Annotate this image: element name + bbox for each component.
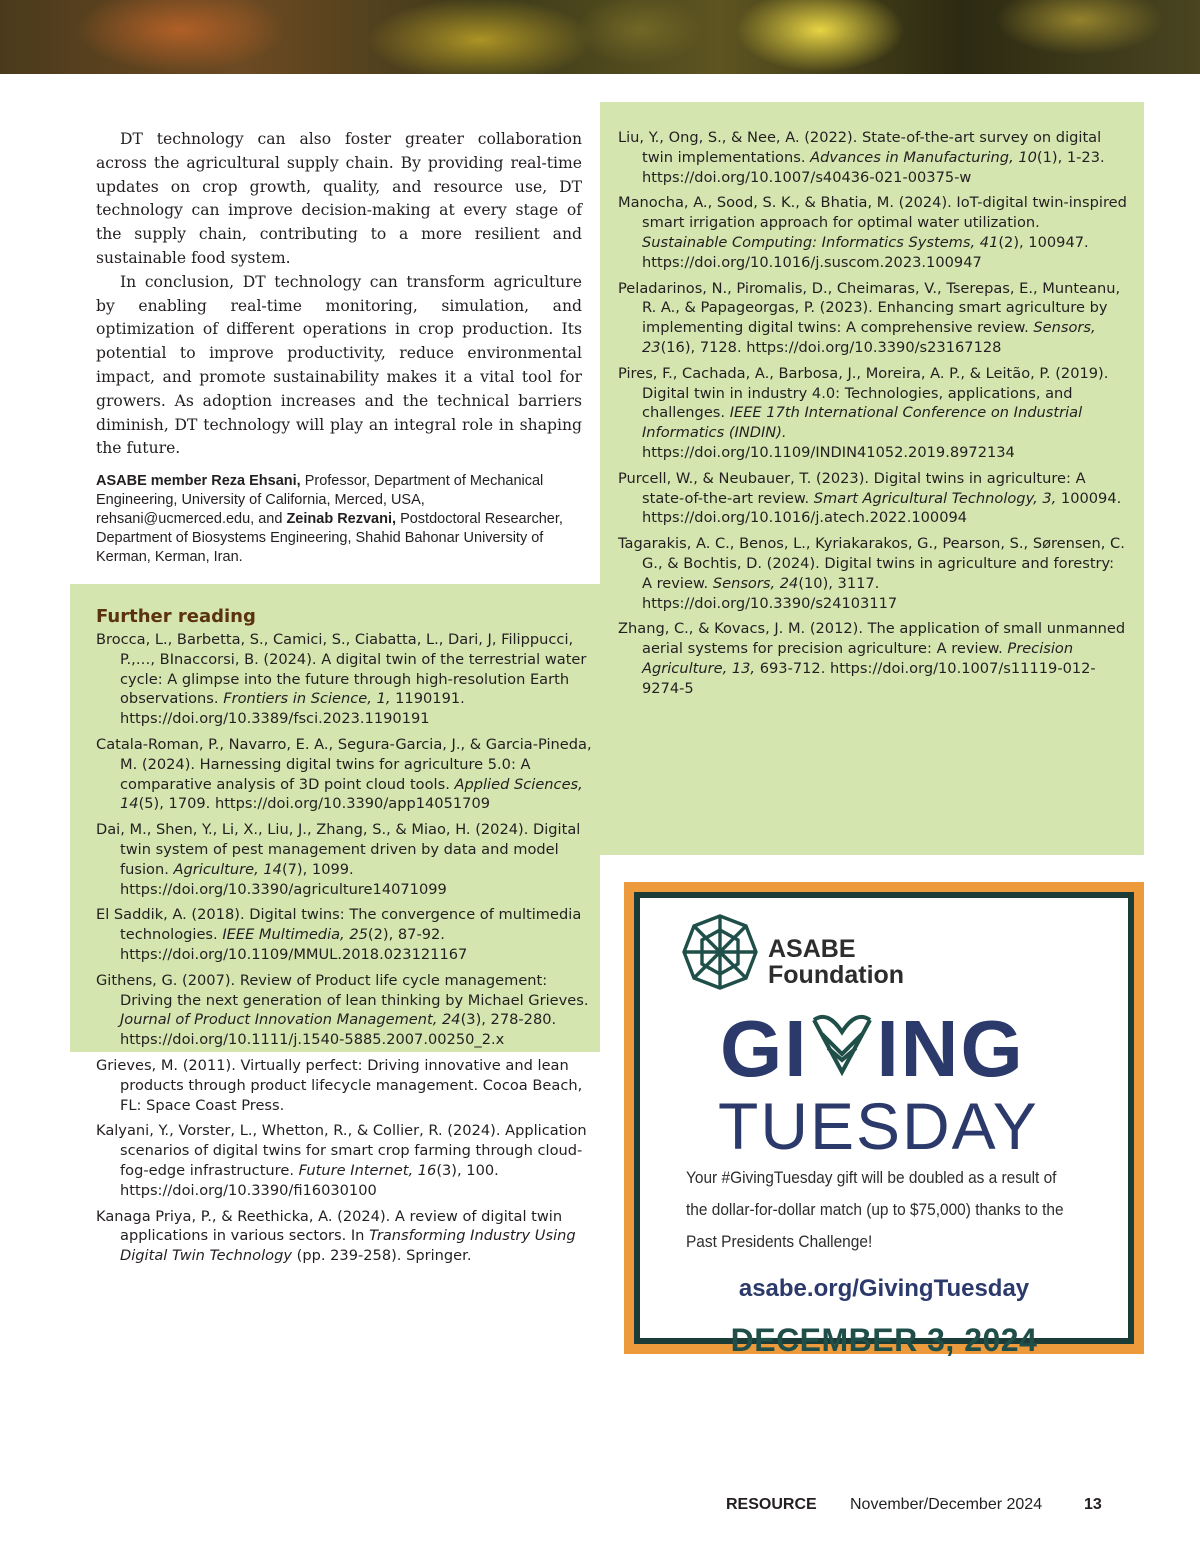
author-affiliation: Postdoctoral Researcher, Department of Biosystems Engineering, Shahid Bahonar University of Kerman, Kerman, Iran.: [96, 511, 563, 565]
reference: Kanaga Priya, P., & Reethicka, A. (2024). A review of digital twin applications in various sectors. In Transforming Industry Using Digital Twin Technology (pp. 239-258). Springer.: [96, 1207, 576, 1265]
further-reading-heading: Further reading: [96, 606, 256, 627]
author-bio: [96, 472, 572, 567]
heart-v-icon: [810, 1010, 874, 1080]
reference: Zhang, C., & Kovacs, J. M. (2012). The application of small unmanned aerial systems for precision agriculture: A review. Precision Agriculture, 13, 693-712. https://doi.org/10.1007/s11119-012-9274-5: [618, 620, 1126, 697]
reference: Peladarinos, N., Piromalis, D., Cheimaras, V., Tserepas, E., Munteanu, R. A., & Papageorgas, P. (2023). Enhancing smart agriculture by implementing digital twins: A comprehensive review. Sensors, 23(16), 7128. https://doi.org/10.3390/s23167128: [618, 279, 1121, 356]
paragraph: DT technology can also foster greater collaboration across the agricultural supply chain. By providing real-time updates on crop growth, quality, and resource use, DT technology can improve decision-making at every stage of the supply chain, contributing to a more resilient and sustainable food system.: [96, 130, 582, 267]
reference: Liu, Y., Ong, S., & Nee, A. (2022). State-of-the-art survey on digital twin implementations. Advances in Manufacturing, 10(1), 1-23. https://doi.org/10.1007/s40436-021-00375-w: [618, 129, 1105, 186]
reference: Manocha, A., Sood, S. K., & Bhatia, M. (2024). IoT-digital twin-inspired smart irrigation approach for optimal water utilization. Sustainable Computing: Informatics Systems, 41(2), 100947. https://doi.org/10.1016/j.suscom.2023.100947: [618, 194, 1127, 271]
issue-date: November/December 2024: [850, 1496, 1043, 1513]
author-affiliation: Professor, Department of Mechanical Engineering, University of California, Merced, USA, rehsani@ucmerced.edu, and: [96, 473, 544, 527]
reference: Githens, G. (2007). Review of Product life cycle management: Driving the next generation of lean thinking by Michael Grieves. Journal of Product Innovation Management, 24(3), 278-280. https://doi.org/10.1111/j.1540-5885.2007.00250_2.x: [96, 971, 589, 1049]
reference: Pires, F., Cachada, A., Barbosa, J., Moreira, A. P., & Leitão, P. (2019). Digital twin in industry 4.0: Technologies, applications, and challenges. IEEE 17th International Conference on Industrial Informatics (INDIN). https://doi.org/10.1109/INDIN41052.2019.8972134: [618, 364, 1109, 461]
giving-tuesday-ad[interactable]: [624, 882, 1144, 1358]
header-photo: [0, 0, 1200, 74]
page-footer: [726, 1496, 1106, 1520]
reference: Brocca, L., Barbetta, S., Camici, S., Ciabatta, L., Dari, J, Filippucci, P.,…, BInaccorsi, B. (2024). A digital twin of the terrestrial water cycle: A glimpse into the future through high-resolution Earth observations. Frontiers in Science, 1, 1190191. https://doi.org/10.3389/fsci.2023.1190191: [96, 631, 587, 728]
reference-list-right: [618, 128, 1128, 705]
author-name: ASABE member Reza Ehsani,: [96, 473, 301, 489]
reference: El Saddik, A. (2018). Digital twins: The convergence of multimedia technologies. IEEE Multimedia, 25(2), 87-92. https://doi.org/10.1109/MMUL.2018.023121167: [96, 906, 582, 963]
tuesday-wordmark: TUESDAY: [718, 1089, 1039, 1163]
reference-list-left: [96, 630, 592, 1272]
reference: Purcell, W., & Neubauer, T. (2023). Digital twins in agriculture: A state-of-the-art review. Smart Agricultural Technology, 3, 100094. https://doi.org/10.1016/j.atech.2022.100094: [618, 469, 1122, 527]
page-number: 13: [1084, 1496, 1102, 1513]
paragraph: In conclusion, DT technology can transform agriculture by enabling real-time monitoring, simulation, and optimization of different operations in crop production. Its potential to improve productivity, reduce environmental impact, and promote sustainability makes it a vital tool for growers. As adoption increases and the technical barriers diminish, DT technology will play an integral role in shaping the future.: [96, 272, 582, 458]
reference: Dai, M., Shen, Y., Li, X., Liu, J., Zhang, S., & Miao, H. (2024). Digital twin system of pest management driven by data and model fusion. Agriculture, 14(7), 1099. https://doi.org/10.3390/agriculture14071099: [96, 821, 581, 898]
article-body: [96, 128, 582, 461]
ad-message: Your #GivingTuesday gift will be doubled as a result of the dollar-for-dollar match (up to $75,000) thanks to the Past Presidents Challenge!: [686, 1168, 1064, 1251]
giving-wordmark: GI ING: [720, 1004, 1025, 1093]
author-name: Zeinab Rezvani,: [286, 511, 397, 527]
reference: Grieves, M. (2011). Virtually perfect: Driving innovative and lean products through product lifecycle management. Cocoa Beach, FL: Space Coast Press.: [96, 1056, 583, 1114]
foundation-name: ASABE Foundation: [768, 935, 905, 989]
magazine-name: RESOURCE: [726, 1496, 817, 1513]
reference: Catala-Roman, P., Navarro, E. A., Segura-Garcia, J., & Garcia-Pineda, M. (2024). Harnessing digital twins for agriculture 5.0: A comparative analysis of 3D point cloud tools. Applied Sciences, 14(5), 1709. https://doi.org/10.3390/app14051709: [96, 735, 592, 813]
ad-inner-frame: [634, 892, 1134, 1358]
reference: Kalyani, Y., Vorster, L., Whetton, R., & Collier, R. (2024). Application scenarios of digital twins for smart crop farming through cloud-fog-edge infrastructure. Future Internet, 16(3), 100. https://doi.org/10.3390/fi16030100: [96, 1122, 587, 1199]
asabe-foundation-logo-icon: [680, 912, 760, 992]
giving-tuesday-link[interactable]: asabe.org/GivingTuesday: [738, 1275, 1030, 1302]
event-date: DECEMBER 3, 2024: [730, 1322, 1038, 1358]
reference: Tagarakis, A. C., Benos, L., Kyriakarakos, G., Pearson, S., Sørensen, C. G., & Bochtis, D. (2024). Digital twins in agriculture and forestry: A review. Sensors, 24(10), 3117. https://doi.org/10.3390/s24103117: [618, 535, 1125, 612]
